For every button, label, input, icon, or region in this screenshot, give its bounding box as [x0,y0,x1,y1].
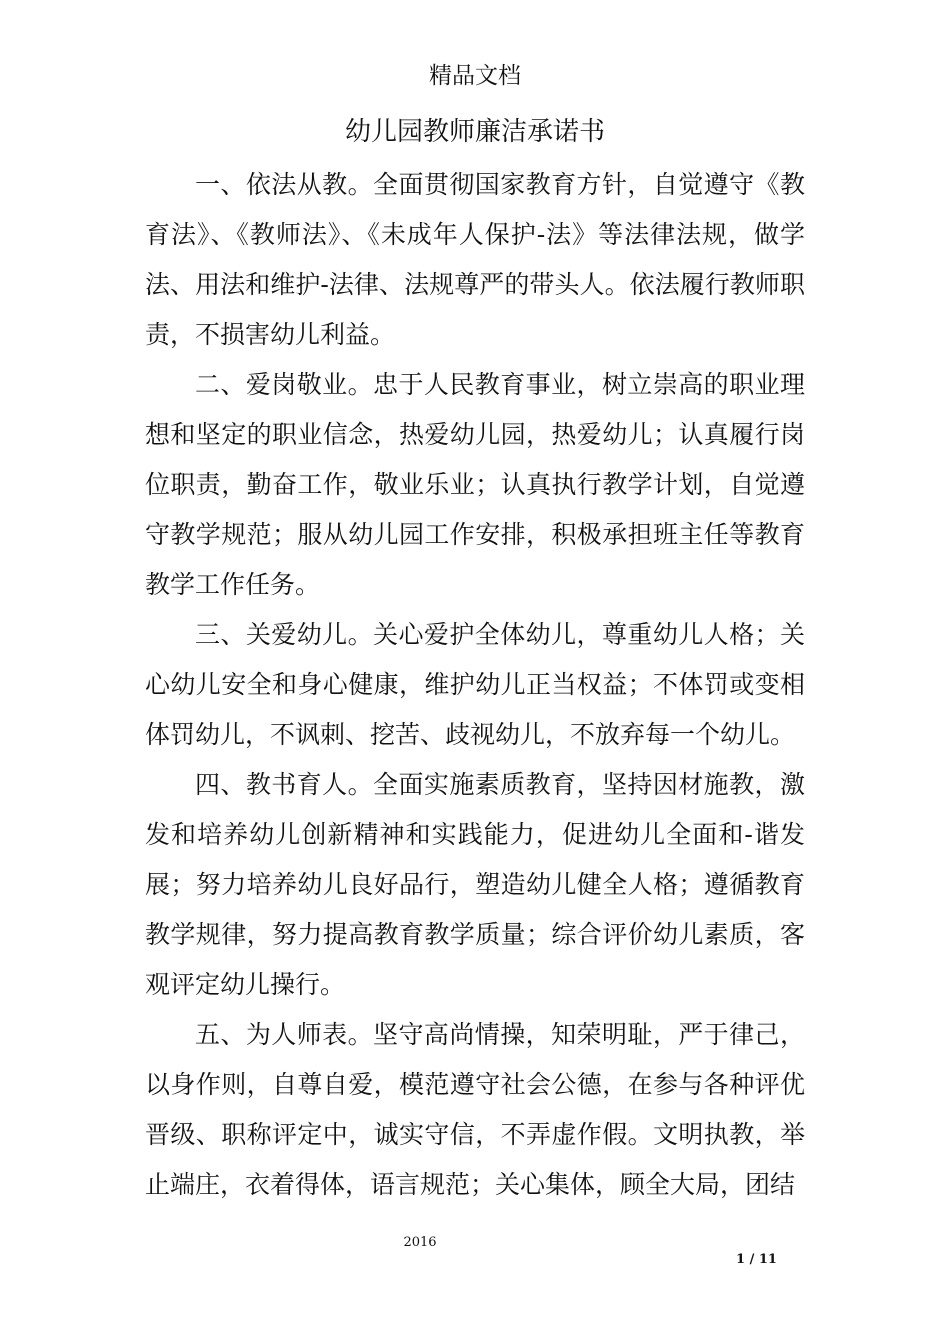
paragraph-3: 三、关爱幼儿。关心爱护全体幼儿，尊重幼儿人格；关心幼儿安全和身心健康，维护幼儿正当权益；不体罚或变相体罚幼儿，不讽刺、挖苦、歧视幼儿，不放弃每一个幼儿。 [145,620,805,749]
footer-year: 2016 [403,1235,437,1250]
page-header-label: 精品文档 [429,63,521,89]
paragraph-5: 五、为人师表。坚守高尚情操，知荣明耻，严于律己，以身作则，自尊自爱，模范遵守社会公德，在参与各种评优晋级、职称评定中，诚实守信，不弄虚作假。文明执教，举止端庄，衣着得体，语言规范；关心集体，顾全大局，团结 [145,1020,805,1199]
document-body [145,160,805,1210]
paragraph-1: 一、依法从教。全面贯彻国家教育方针，自觉遵守《教育法》、《教师法》、《未成年人保护-法》等法律法规，做学法、用法和维护-法律、法规尊严的带头人。依法履行教师职责，不损害幼儿利益。 [145,170,805,349]
paragraph-4: 四、教书育人。全面实施素质教育，坚持因材施教，激发和培养幼儿创新精神和实践能力，促进幼儿全面和-谐发展；努力培养幼儿良好品行，塑造幼儿健全人格；遵循教育教学规律，努力提高教育教学质量；综合评价幼儿素质，客观评定幼儿操行。 [145,770,805,999]
page-number-indicator: 1 / 11 [736,1252,777,1267]
document-title: 幼儿园教师廉洁承诺书 [344,117,605,147]
paragraph-2: 二、爱岗敬业。忠于人民教育事业，树立崇高的职业理想和坚定的职业信念，热爱幼儿园，热爱幼儿；认真履行岗位职责，勤奋工作，敬业乐业；认真执行教学计划，自觉遵守教学规范；服从幼儿园工作安排，积极承担班主任等教育教学工作任务。 [145,370,805,599]
